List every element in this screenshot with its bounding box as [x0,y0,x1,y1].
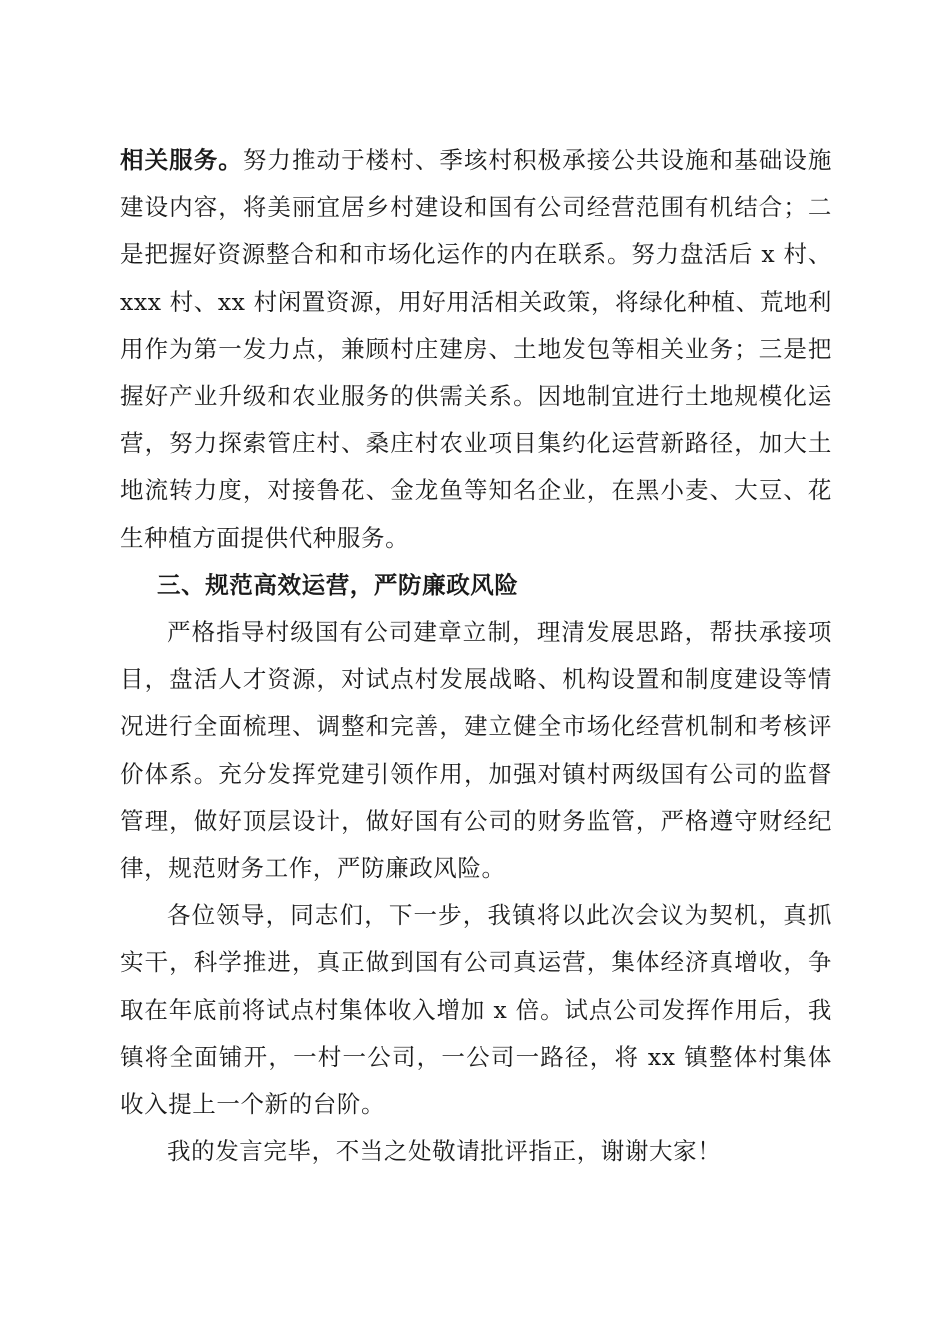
closing-paragraph: 各位领导，同志们，下一步，我镇将以此次会议为契机，真抓实干，科学推进，真正做到国有公司真运营，集体经济真增收，争取在年底前将试点村集体收入增加 x 倍。试点公司发挥作用后，我镇将全面铺开，一村一公司，一公司一路径，将 xx 镇整体村集体收入提上一个新的台阶。 [120,901,832,1119]
document-page [120,137,832,1175]
paragraph-text: 努力推动于楼村、季垓村积极承接公共设施和基础设施建设内容，将美丽宜居乡村建设和国有公司经营范围有机结合；二是把握好资源整合和和市场化运作的内在联系。努力盘活后 x 村、xxx 村、xx 村闲置资源，用好用活相关政策，将绿化种植、荒地利用作为第一发力点，兼顾村庄建房、土地发包等相关业务；三是把握好产业升级和农业服务的供需关系。因地制宜进行土地规模化运营，努力探索管庄村、桑庄村农业项目集约化运营新路径，加大土地流转力度，对接鲁花、金龙鱼等知名企业，在黑小麦、大豆、花生种植方面提供代种服务。 [120,146,833,552]
section-heading: 三、规范高效运营，严防廉政风险 [157,570,519,599]
paragraph-lead: 相关服务。 [120,146,243,174]
final-line: 我的发言完毕，不当之处敬请批评指正，谢谢大家！ [167,1137,722,1166]
section-paragraph: 严格指导村级国有公司建章立制，理清发展思路，帮扶承接项目，盘活人才资源，对试点村发展战略、机构设置和制度建设等情况进行全面梳理、调整和完善，建立健全市场化经营机制和考核评价体系。充分发挥党建引领作用，加强对镇村两级国有公司的监督管理，做好顶层设计，做好国有公司的财务监管，严格遵守财经纪律，规范财务工作，严防廉政风险。 [120,618,832,883]
continued-paragraph [120,137,832,562]
